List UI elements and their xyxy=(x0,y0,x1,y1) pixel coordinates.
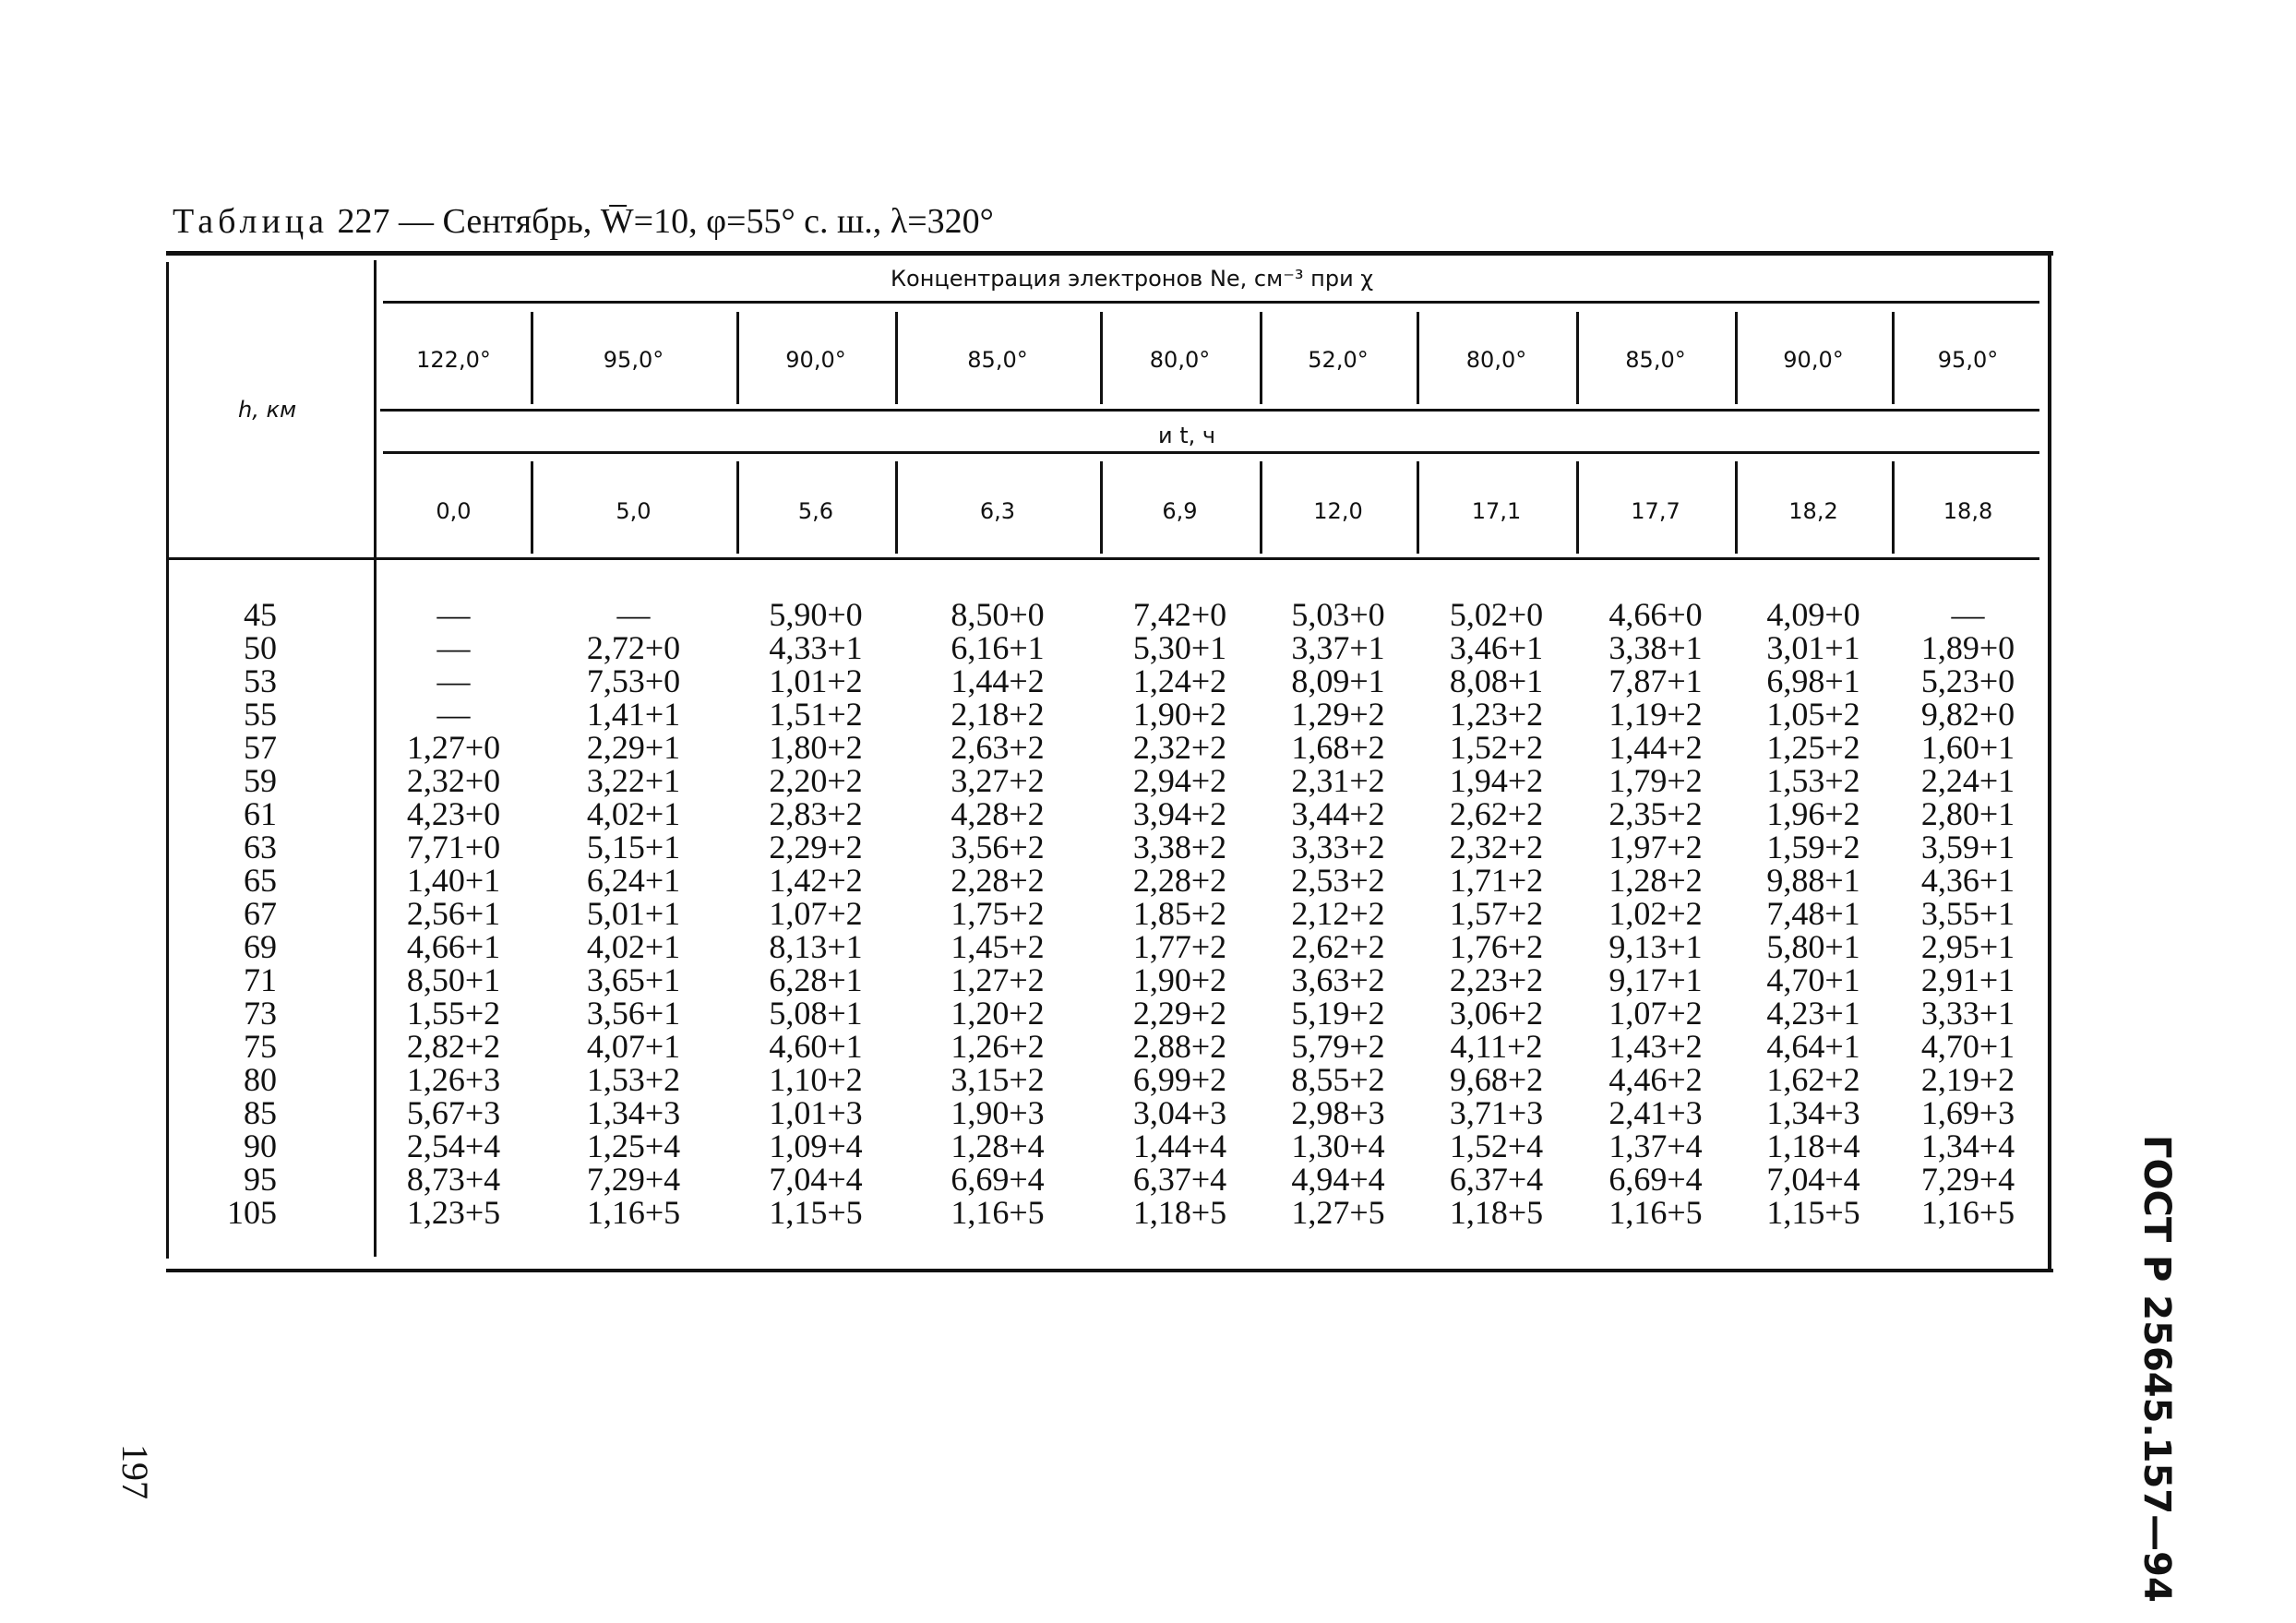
altitude-cell: 63 xyxy=(244,829,277,865)
concentration-cell: 2,35+2 xyxy=(1608,795,1703,832)
concentration-cell: 2,63+2 xyxy=(951,729,1045,766)
concentration-cell: 1,27+5 xyxy=(1291,1194,1385,1231)
t-header-cell: 5,0 xyxy=(616,498,652,524)
concentration-cell: 2,83+2 xyxy=(769,795,863,832)
altitude-cell: 67 xyxy=(244,895,277,932)
concentration-cell: 2,32+2 xyxy=(1132,729,1227,766)
concentration-cell: 4,28+2 xyxy=(951,795,1045,832)
concentration-cell: 1,05+2 xyxy=(1766,696,1860,733)
concentration-cell: 2,62+2 xyxy=(1291,928,1385,965)
concentration-cell: 8,73+4 xyxy=(406,1161,501,1198)
concentration-cell: 5,15+1 xyxy=(586,829,681,865)
concentration-cell: 7,53+0 xyxy=(586,662,681,699)
concentration-cell: 5,30+1 xyxy=(1132,629,1227,666)
concentration-cell: 2,62+2 xyxy=(1449,795,1544,832)
concentration-cell: — xyxy=(616,596,651,633)
t-cell-divider xyxy=(1735,461,1738,554)
altitude-cell: 65 xyxy=(244,862,277,899)
concentration-cell: 2,29+2 xyxy=(1132,995,1227,1032)
altitude-cell: 75 xyxy=(244,1028,277,1065)
concentration-cell: 9,88+1 xyxy=(1766,862,1860,899)
concentration-cell: 2,72+0 xyxy=(586,629,681,666)
altitude-cell: 71 xyxy=(244,961,277,998)
concentration-cell: 1,80+2 xyxy=(769,729,863,766)
chi-cell-divider xyxy=(531,312,533,404)
concentration-cell: 1,28+4 xyxy=(951,1128,1045,1164)
concentration-cell: 1,16+5 xyxy=(1608,1194,1703,1231)
concentration-cell: 3,33+1 xyxy=(1920,995,2015,1032)
chi-cell-divider xyxy=(1576,312,1579,404)
altitude-cell: 45 xyxy=(244,596,277,633)
concentration-cell: 1,75+2 xyxy=(951,895,1045,932)
altitude-cell: 90 xyxy=(244,1128,277,1164)
table-bottom-rule xyxy=(166,1269,2053,1272)
concentration-cell: 5,79+2 xyxy=(1291,1028,1385,1065)
t-header-cell: 6,3 xyxy=(979,498,1016,524)
chi-cell-divider xyxy=(1735,312,1738,404)
concentration-cell: 3,22+1 xyxy=(586,762,681,799)
concentration-cell: 1,25+2 xyxy=(1766,729,1860,766)
altitude-cell: 95 xyxy=(244,1161,277,1198)
concentration-cell: 3,33+2 xyxy=(1291,829,1385,865)
concentration-cell: 7,29+4 xyxy=(1920,1161,2015,1198)
chi-bottom-rule xyxy=(380,409,2039,412)
concentration-cell: 1,18+5 xyxy=(1132,1194,1227,1231)
concentration-cell: 1,89+0 xyxy=(1920,629,2015,666)
concentration-cell: 3,01+1 xyxy=(1766,629,1860,666)
concentration-cell: 6,69+4 xyxy=(1608,1161,1703,1198)
concentration-cell: 1,51+2 xyxy=(769,696,863,733)
concentration-cell: 6,24+1 xyxy=(586,862,681,899)
t-header-cell: 6,9 xyxy=(1162,498,1198,524)
caption-rest: 227 — Сентябрь, W̅=10, φ=55° с. ш., λ=320° xyxy=(337,202,994,241)
header-bottom-rule xyxy=(166,557,2039,560)
concentration-cell: 4,70+1 xyxy=(1920,1028,2015,1065)
concentration-cell: 5,01+1 xyxy=(586,895,681,932)
concentration-cell: 2,91+1 xyxy=(1920,961,2015,998)
concentration-cell: 1,10+2 xyxy=(769,1061,863,1098)
t-top-rule xyxy=(383,451,2039,454)
concentration-cell: 5,80+1 xyxy=(1766,928,1860,965)
chi-header-cell: 80,0° xyxy=(1465,347,1527,373)
concentration-cell: 1,16+5 xyxy=(586,1194,681,1231)
concentration-cell: 2,32+0 xyxy=(406,762,501,799)
concentration-cell: 4,36+1 xyxy=(1920,862,2015,899)
concentration-cell: 6,37+4 xyxy=(1449,1161,1544,1198)
chi-cell-divider xyxy=(1260,312,1262,404)
concentration-cell: 1,25+4 xyxy=(586,1128,681,1164)
concentration-cell: 1,85+2 xyxy=(1132,895,1227,932)
t-cell-divider xyxy=(1892,461,1895,554)
concentration-cell: — xyxy=(436,696,471,733)
chi-header-cell: 52,0° xyxy=(1308,347,1369,373)
concentration-cell: 1,77+2 xyxy=(1132,928,1227,965)
concentration-cell: 1,90+2 xyxy=(1132,696,1227,733)
concentration-cell: 5,23+0 xyxy=(1920,662,2015,699)
altitude-cell: 53 xyxy=(244,662,277,699)
concentration-cell: 7,42+0 xyxy=(1132,596,1227,633)
concentration-cell: — xyxy=(436,596,471,633)
concentration-cell: 1,76+2 xyxy=(1449,928,1544,965)
concentration-cell: 4,02+1 xyxy=(586,795,681,832)
concentration-cell: 4,94+4 xyxy=(1291,1161,1385,1198)
chi-cell-divider xyxy=(895,312,898,404)
altitude-cell: 73 xyxy=(244,995,277,1032)
altitude-cell: 50 xyxy=(244,629,277,666)
t-header-cell: 18,8 xyxy=(1943,498,1993,524)
chi-header-cell: 85,0° xyxy=(967,347,1028,373)
concentration-cell: 5,67+3 xyxy=(406,1094,501,1131)
chi-header-cell: 122,0° xyxy=(416,347,491,373)
concentration-cell: 3,63+2 xyxy=(1291,961,1385,998)
concentration-cell: 6,99+2 xyxy=(1132,1061,1227,1098)
concentration-cell: 3,46+1 xyxy=(1449,629,1544,666)
concentration-cell: 1,62+2 xyxy=(1766,1061,1860,1098)
concentration-cell: 7,04+4 xyxy=(769,1161,863,1198)
concentration-cell: 2,31+2 xyxy=(1291,762,1385,799)
concentration-cell: 2,23+2 xyxy=(1449,961,1544,998)
concentration-cell: 1,37+4 xyxy=(1608,1128,1703,1164)
concentration-cell: 2,82+2 xyxy=(406,1028,501,1065)
altitude-cell: 80 xyxy=(244,1061,277,1098)
t-header-cell: 17,1 xyxy=(1471,498,1522,524)
table-right-rule xyxy=(2048,251,2051,1272)
concentration-cell: 2,95+1 xyxy=(1920,928,2015,965)
concentration-cell: 7,71+0 xyxy=(406,829,501,865)
chi-cell-divider xyxy=(736,312,739,404)
standard-designation: ГОСТ Р 25645.157—94 xyxy=(2135,1135,2178,1603)
concentration-cell: 1,79+2 xyxy=(1608,762,1703,799)
concentration-cell: 3,56+2 xyxy=(951,829,1045,865)
concentration-cell: 1,41+1 xyxy=(586,696,681,733)
concentration-cell: 8,08+1 xyxy=(1449,662,1544,699)
chi-header-cell: 95,0° xyxy=(1937,347,1999,373)
chi-header-cell: 95,0° xyxy=(603,347,664,373)
concentration-cell: 1,27+0 xyxy=(406,729,501,766)
chi-cell-divider xyxy=(1417,312,1419,404)
concentration-cell: 2,20+2 xyxy=(769,762,863,799)
concentration-cell: 9,17+1 xyxy=(1608,961,1703,998)
concentration-cell: 2,94+2 xyxy=(1132,762,1227,799)
concentration-cell: 6,98+1 xyxy=(1766,662,1860,699)
concentration-cell: 7,87+1 xyxy=(1608,662,1703,699)
concentration-cell: 2,98+3 xyxy=(1291,1094,1385,1131)
concentration-cell: 6,37+4 xyxy=(1132,1161,1227,1198)
concentration-cell: 1,96+2 xyxy=(1766,795,1860,832)
concentration-cell: 5,02+0 xyxy=(1449,596,1544,633)
concentration-cell: 1,01+2 xyxy=(769,662,863,699)
time-label: и t, ч xyxy=(1158,423,1216,448)
t-header-cell: 0,0 xyxy=(436,498,472,524)
concentration-cell: 1,44+2 xyxy=(1608,729,1703,766)
concentration-cell: — xyxy=(436,629,471,666)
concentration-cell: 2,24+1 xyxy=(1920,762,2015,799)
concentration-cell: 1,15+5 xyxy=(769,1194,863,1231)
concentration-cell: 4,46+2 xyxy=(1608,1061,1703,1098)
table-left-rule xyxy=(166,262,169,1259)
concentration-cell: 6,16+1 xyxy=(951,629,1045,666)
concentration-cell: 1,18+5 xyxy=(1449,1194,1544,1231)
concentration-cell: 4,23+1 xyxy=(1766,995,1860,1032)
concentration-cell: 4,66+0 xyxy=(1608,596,1703,633)
t-header-cell: 12,0 xyxy=(1313,498,1363,524)
concentration-cell: 3,59+1 xyxy=(1920,829,2015,865)
concentration-cell: 1,34+4 xyxy=(1920,1128,2015,1164)
concentration-cell: 1,90+3 xyxy=(951,1094,1045,1131)
concentration-cell: 1,55+2 xyxy=(406,995,501,1032)
chi-cell-divider xyxy=(1892,312,1895,404)
concentration-cell: 1,42+2 xyxy=(769,862,863,899)
concentration-cell: 4,33+1 xyxy=(769,629,863,666)
concentration-cell: 1,30+4 xyxy=(1291,1128,1385,1164)
altitude-cell: 69 xyxy=(244,928,277,965)
concentration-cell: 1,28+2 xyxy=(1608,862,1703,899)
concentration-cell: 3,71+3 xyxy=(1449,1094,1544,1131)
concentration-cell: 1,68+2 xyxy=(1291,729,1385,766)
concentration-cell: 1,60+1 xyxy=(1920,729,2015,766)
concentration-cell: 1,94+2 xyxy=(1449,762,1544,799)
concentration-cell: 3,27+2 xyxy=(951,762,1045,799)
concentration-cell: 8,50+0 xyxy=(951,596,1045,633)
caption-lead: Таблица xyxy=(173,202,329,241)
concentration-cell: 1,20+2 xyxy=(951,995,1045,1032)
t-header-cell: 18,2 xyxy=(1788,498,1838,524)
concentration-cell: 6,28+1 xyxy=(769,961,863,998)
concentration-cell: 2,53+2 xyxy=(1291,862,1385,899)
t-cell-divider xyxy=(1260,461,1262,554)
concentration-cell: 1,52+2 xyxy=(1449,729,1544,766)
h-column-label: h, км xyxy=(238,397,297,423)
chi-header-cell: 80,0° xyxy=(1149,347,1211,373)
h-column-divider xyxy=(374,260,377,1257)
concentration-cell: 5,90+0 xyxy=(769,596,863,633)
page-number: 197 xyxy=(114,1444,156,1499)
concentration-cell: 2,32+2 xyxy=(1449,829,1544,865)
concentration-cell: 1,24+2 xyxy=(1132,662,1227,699)
t-cell-divider xyxy=(1576,461,1579,554)
concentration-cell: 1,57+2 xyxy=(1449,895,1544,932)
concentration-cell: 4,23+0 xyxy=(406,795,501,832)
concentration-cell: 1,23+2 xyxy=(1449,696,1544,733)
concentration-cell: 4,07+1 xyxy=(586,1028,681,1065)
altitude-cell: 61 xyxy=(244,795,277,832)
concentration-cell: 3,65+1 xyxy=(586,961,681,998)
chi-header-cell: 85,0° xyxy=(1625,347,1686,373)
t-cell-divider xyxy=(736,461,739,554)
concentration-cell: 2,28+2 xyxy=(1132,862,1227,899)
concentration-cell: 1,71+2 xyxy=(1449,862,1544,899)
concentration-cell: 3,38+2 xyxy=(1132,829,1227,865)
altitude-cell: 105 xyxy=(227,1194,277,1231)
concentration-cell: 4,64+1 xyxy=(1766,1028,1860,1065)
concentration-cell: 2,54+4 xyxy=(406,1128,501,1164)
concentration-cell: 4,09+0 xyxy=(1766,596,1860,633)
concentration-cell: 2,18+2 xyxy=(951,696,1045,733)
concentration-label: Концентрация электронов Ne, см⁻³ при χ xyxy=(891,266,1374,292)
concentration-cell: 1,07+2 xyxy=(769,895,863,932)
concentration-cell: 1,34+3 xyxy=(586,1094,681,1131)
concentration-cell: 4,70+1 xyxy=(1766,961,1860,998)
concentration-cell: 2,19+2 xyxy=(1920,1061,2015,1098)
concentration-cell: 1,01+3 xyxy=(769,1094,863,1131)
concentration-cell: 1,59+2 xyxy=(1766,829,1860,865)
chi-cell-divider xyxy=(1100,312,1103,404)
concentration-cell: 1,02+2 xyxy=(1608,895,1703,932)
concentration-cell: 5,19+2 xyxy=(1291,995,1385,1032)
chi-header-cell: 90,0° xyxy=(785,347,846,373)
t-cell-divider xyxy=(1417,461,1419,554)
altitude-cell: 55 xyxy=(244,696,277,733)
concentration-cell: 9,82+0 xyxy=(1920,696,2015,733)
t-header-cell: 5,6 xyxy=(797,498,834,524)
concentration-cell: — xyxy=(436,662,471,699)
concentration-cell: 8,55+2 xyxy=(1291,1061,1385,1098)
concentration-cell: 1,40+1 xyxy=(406,862,501,899)
table-caption xyxy=(173,201,994,242)
concentration-cell: 3,44+2 xyxy=(1291,795,1385,832)
concentration-cell: 9,68+2 xyxy=(1449,1061,1544,1098)
concentration-cell: 2,28+2 xyxy=(951,862,1045,899)
concentration-cell: 6,69+4 xyxy=(951,1161,1045,1198)
concentration-cell: 1,34+3 xyxy=(1766,1094,1860,1131)
concentration-cell: 3,94+2 xyxy=(1132,795,1227,832)
altitude-cell: 59 xyxy=(244,762,277,799)
concentration-cell: 4,60+1 xyxy=(769,1028,863,1065)
concentration-cell: 1,26+2 xyxy=(951,1028,1045,1065)
concentration-cell: 7,29+4 xyxy=(586,1161,681,1198)
concentration-cell: 1,43+2 xyxy=(1608,1028,1703,1065)
concentration-cell: 1,53+2 xyxy=(1766,762,1860,799)
concentration-cell: 1,07+2 xyxy=(1608,995,1703,1032)
concentration-cell: 4,11+2 xyxy=(1450,1028,1543,1065)
concentration-cell: 1,09+4 xyxy=(769,1128,863,1164)
t-cell-divider xyxy=(895,461,898,554)
concentration-cell: 1,45+2 xyxy=(951,928,1045,965)
concentration-cell: 4,66+1 xyxy=(406,928,501,965)
t-header-cell: 17,7 xyxy=(1631,498,1680,524)
concentration-cell: 3,37+1 xyxy=(1291,629,1385,666)
concentration-cell: 8,09+1 xyxy=(1291,662,1385,699)
concentration-cell: 3,38+1 xyxy=(1608,629,1703,666)
concentration-cell: 1,69+3 xyxy=(1920,1094,2015,1131)
concentration-cell: 3,56+1 xyxy=(586,995,681,1032)
concentration-cell: 5,08+1 xyxy=(769,995,863,1032)
altitude-cell: 85 xyxy=(244,1094,277,1131)
concentration-cell: 1,29+2 xyxy=(1291,696,1385,733)
concentration-cell: 1,16+5 xyxy=(951,1194,1045,1231)
concentration-cell: 1,53+2 xyxy=(586,1061,681,1098)
concentration-cell: 2,56+1 xyxy=(406,895,501,932)
concentration-cell: — xyxy=(1951,596,1985,633)
concentration-cell: 3,55+1 xyxy=(1920,895,2015,932)
chi-header-cell: 90,0° xyxy=(1783,347,1844,373)
concentration-cell: 7,48+1 xyxy=(1766,895,1860,932)
concentration-cell: 1,26+3 xyxy=(406,1061,501,1098)
concentration-cell: 2,12+2 xyxy=(1291,895,1385,932)
concentration-cell: 8,50+1 xyxy=(406,961,501,998)
t-cell-divider xyxy=(1100,461,1103,554)
concentration-cell: 2,88+2 xyxy=(1132,1028,1227,1065)
concentration-cell: 1,27+2 xyxy=(951,961,1045,998)
concentration-cell: 7,04+4 xyxy=(1766,1161,1860,1198)
concentration-cell: 1,90+2 xyxy=(1132,961,1227,998)
table-top-rule xyxy=(166,251,2053,256)
concentration-cell: 9,13+1 xyxy=(1608,928,1703,965)
concentration-cell: 1,52+4 xyxy=(1449,1128,1544,1164)
concentration-cell: 8,13+1 xyxy=(769,928,863,965)
concentration-cell: 1,44+2 xyxy=(951,662,1045,699)
concentration-cell: 4,02+1 xyxy=(586,928,681,965)
concentration-cell: 5,03+0 xyxy=(1291,596,1385,633)
concentration-cell: 3,15+2 xyxy=(951,1061,1045,1098)
t-cell-divider xyxy=(531,461,533,554)
concentration-cell: 2,29+2 xyxy=(769,829,863,865)
concentration-cell: 1,44+4 xyxy=(1132,1128,1227,1164)
concentration-cell: 2,41+3 xyxy=(1608,1094,1703,1131)
concentration-cell: 1,97+2 xyxy=(1608,829,1703,865)
concentration-cell: 1,15+5 xyxy=(1766,1194,1860,1231)
concentration-cell: 1,23+5 xyxy=(406,1194,501,1231)
concentration-cell: 2,29+1 xyxy=(586,729,681,766)
concentration-cell: 1,19+2 xyxy=(1608,696,1703,733)
altitude-cell: 57 xyxy=(244,729,277,766)
concentration-cell: 2,80+1 xyxy=(1920,795,2015,832)
chi-top-rule xyxy=(383,301,2039,304)
concentration-cell: 3,06+2 xyxy=(1449,995,1544,1032)
concentration-cell: 3,04+3 xyxy=(1132,1094,1227,1131)
concentration-cell: 1,16+5 xyxy=(1920,1194,2015,1231)
concentration-cell: 1,18+4 xyxy=(1766,1128,1860,1164)
